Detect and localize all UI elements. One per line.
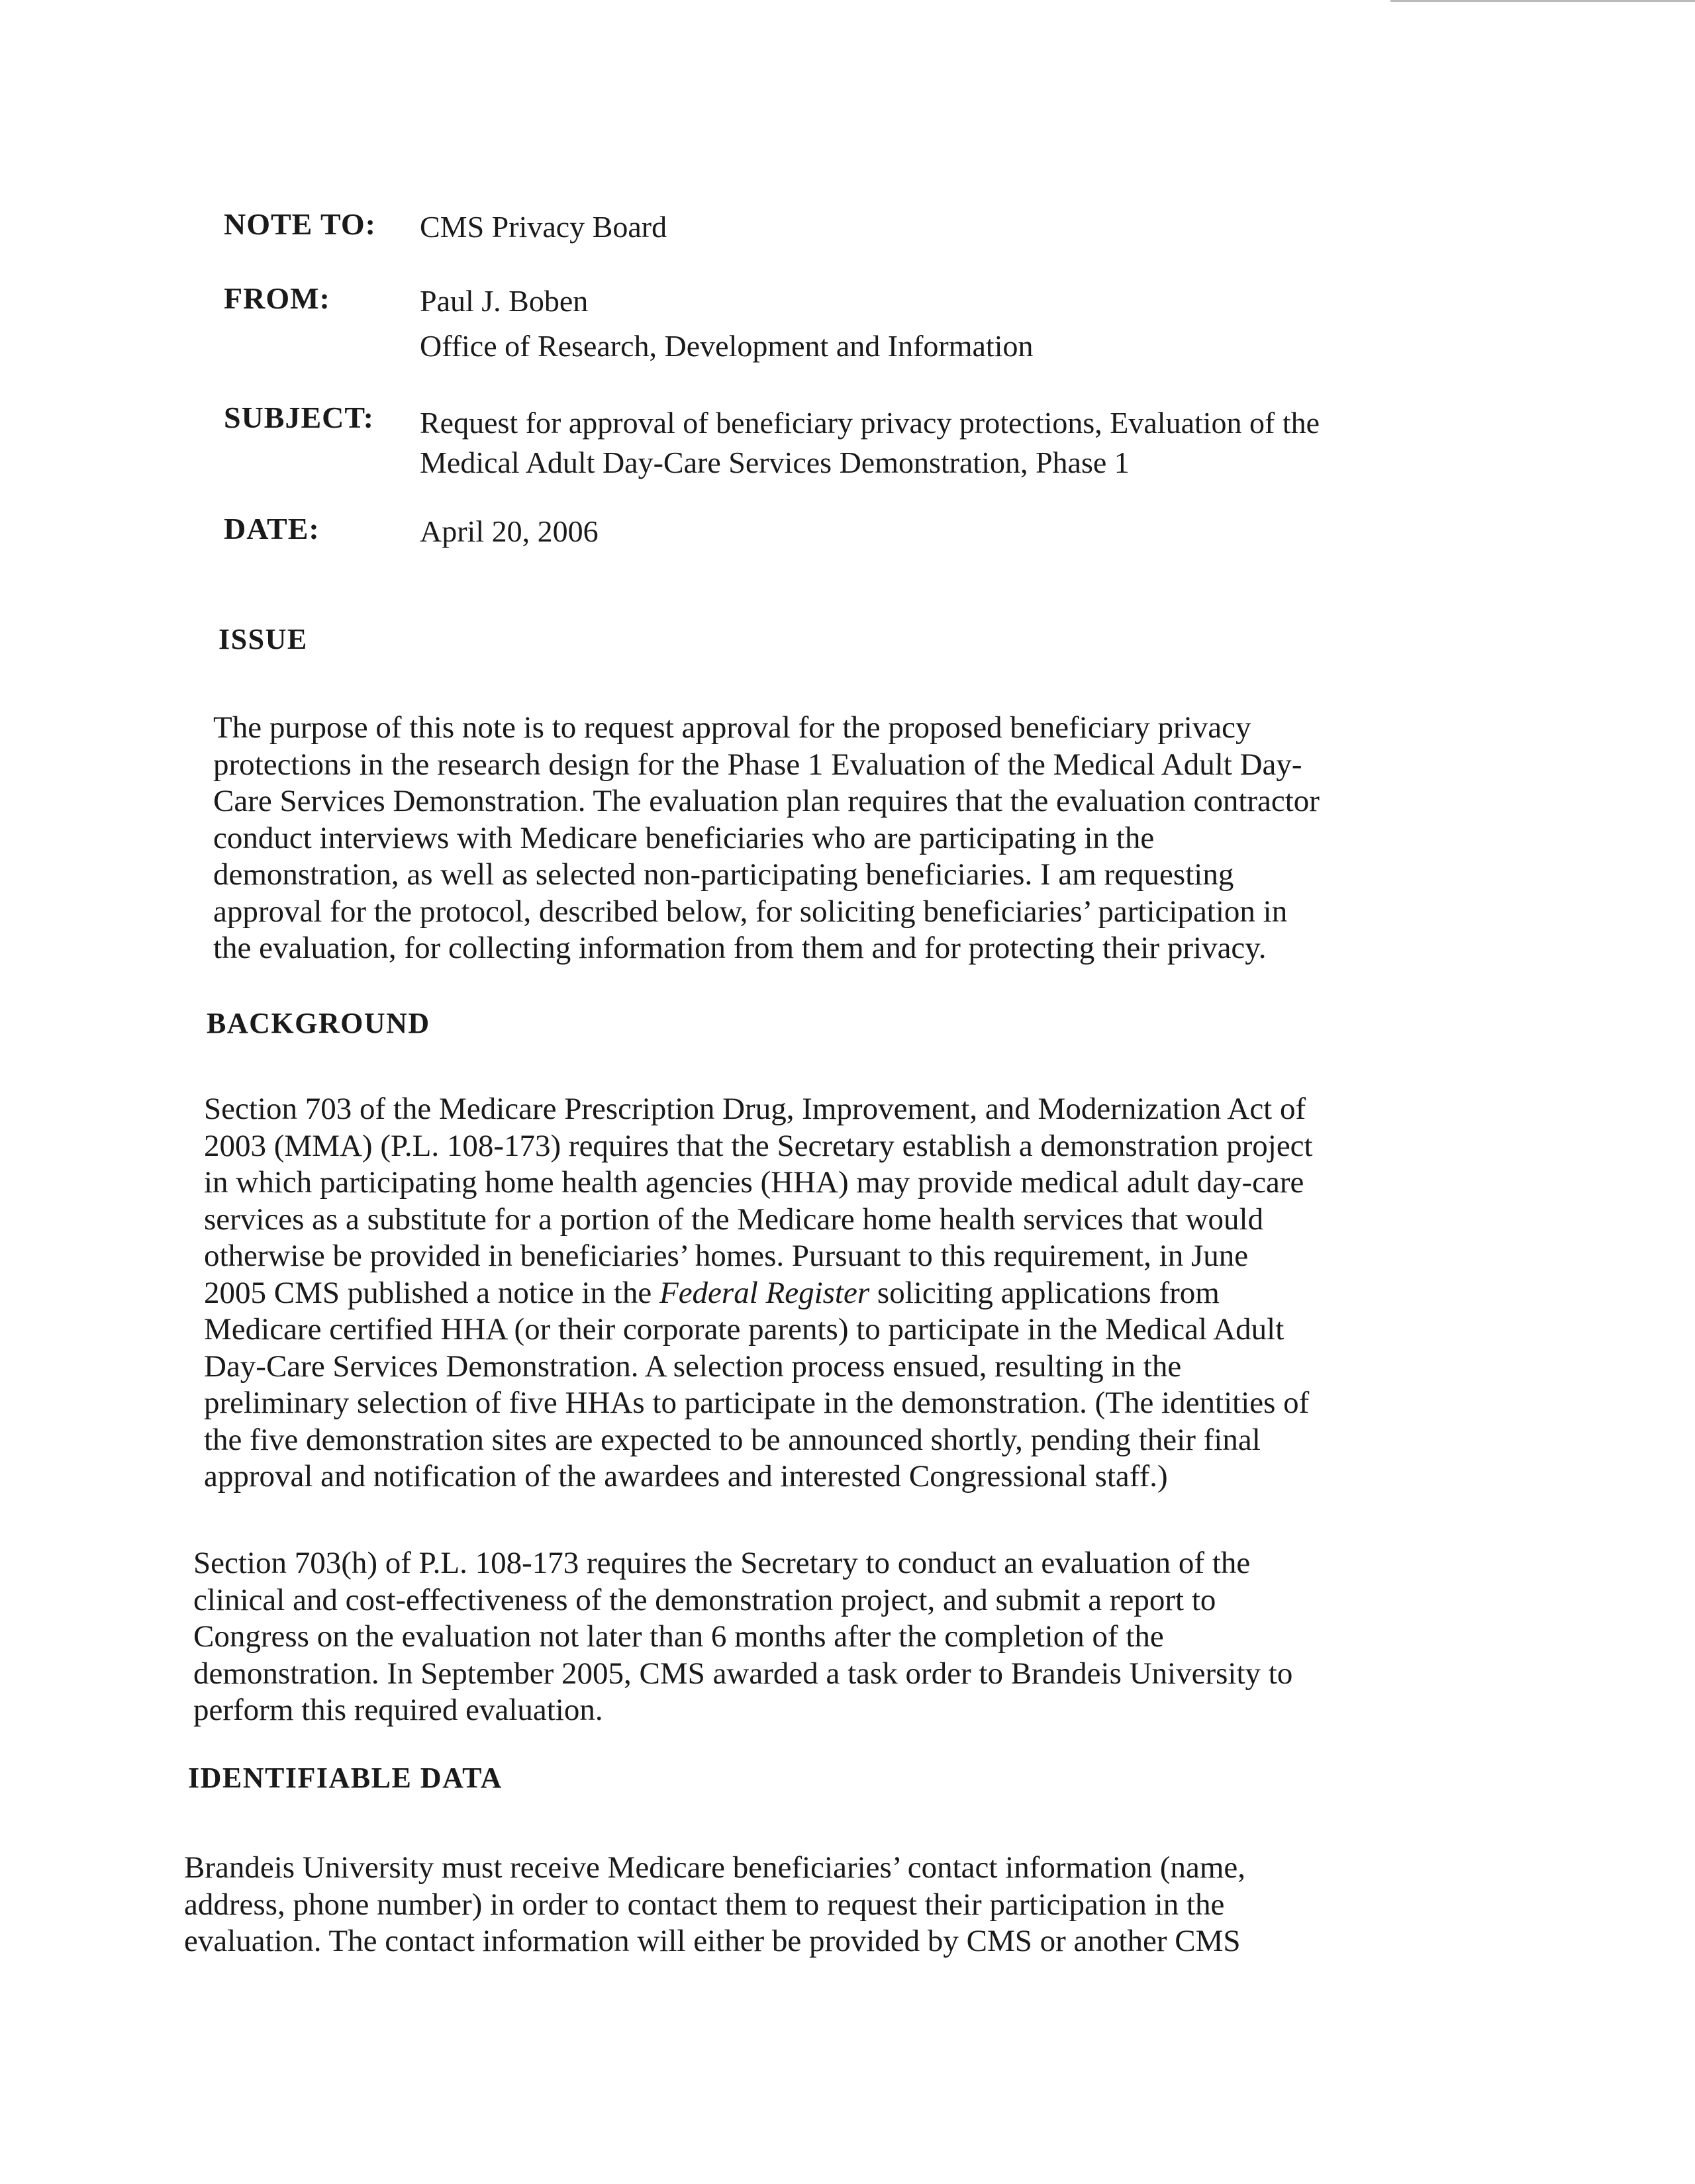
from-office: Office of Research, Development and Information xyxy=(420,329,1034,363)
text-line: perform this required evaluation. xyxy=(193,1693,603,1727)
text-line: clinical and cost-effectiveness of the demonstration project, and submit a report to xyxy=(193,1582,1216,1617)
text-line: services as a substitute for a portion of the Medicare home health services that would xyxy=(204,1202,1264,1237)
federal-register-italic: Federal Register xyxy=(659,1275,870,1310)
text-line: protections in the research design for the Phase 1 Evaluation of the Medical Adult Day- xyxy=(213,747,1302,782)
text-line: Congress on the evaluation not later than 6 months after the completion of the xyxy=(193,1619,1164,1654)
note-to-value: CMS Privacy Board xyxy=(420,210,667,244)
scan-edge-line xyxy=(1390,0,1695,2)
text-line xyxy=(204,1275,1313,1312)
date-label: DATE: xyxy=(224,512,320,546)
subject-line: Request for approval of beneficiary privacy protections, Evaluation of the xyxy=(420,406,1320,440)
text-line: address, phone number) in order to contact them to request their participation in the xyxy=(184,1887,1225,1922)
text-line: approval for the protocol, described below, for soliciting beneficiaries’ participation in xyxy=(213,894,1288,929)
background-heading: BACKGROUND xyxy=(207,1007,430,1039)
text-line: Day-Care Services Demonstration. A selection process ensued, resulting in the xyxy=(204,1349,1182,1384)
text-line: evaluation. The contact information will either be provided by CMS or another CMS xyxy=(184,1924,1241,1958)
text-line: 2003 (MMA) (P.L. 108-173) requires that the Secretary establish a demonstration project xyxy=(204,1128,1313,1163)
identifiable-data-heading: IDENTIFIABLE DATA xyxy=(188,1762,503,1794)
issue-heading: ISSUE xyxy=(218,623,308,655)
text-line: Section 703 of the Medicare Prescription Drug, Improvement, and Modernization Act of xyxy=(204,1092,1306,1126)
text-line: approval and notification of the awardees and interested Congressional staff.) xyxy=(204,1459,1168,1494)
text-line: demonstration, as well as selected non-participating beneficiaries. I am requesting xyxy=(213,857,1234,892)
identifiable-data-paragraph xyxy=(184,1850,1245,1960)
subject-line: Medical Adult Day-Care Services Demonstration, Phase 1 xyxy=(420,446,1130,479)
background-paragraph-1 xyxy=(204,1091,1313,1496)
from-label: FROM: xyxy=(224,281,330,315)
from-name: Paul J. Boben xyxy=(420,284,589,318)
text-line: Medicare certified HHA (or their corporate parents) to participate in the Medical Adult xyxy=(204,1312,1284,1347)
text-line: conduct interviews with Medicare beneficiaries who are participating in the xyxy=(213,820,1155,855)
text-line: Brandeis University must receive Medicare beneficiaries’ contact information (name, xyxy=(184,1850,1246,1885)
text-line: otherwise be provided in beneficiaries’ homes. Pursuant to this requirement, in June xyxy=(204,1239,1249,1273)
text-line: The purpose of this note is to request approval for the proposed beneficiary privacy xyxy=(213,710,1251,745)
text-line: Care Services Demonstration. The evaluation plan requires that the evaluation contractor xyxy=(213,784,1320,818)
issue-paragraph xyxy=(213,710,1320,967)
text-line: the evaluation, for collecting information from them and for protecting their privacy. xyxy=(213,931,1267,965)
text-line: preliminary selection of five HHAs to participate in the demonstration. (The identities of xyxy=(204,1386,1310,1420)
text-line: demonstration. In September 2005, CMS awarded a task order to Brandeis University to xyxy=(193,1656,1293,1691)
note-to-label: NOTE TO: xyxy=(224,207,376,241)
text-segment: soliciting applications from xyxy=(869,1275,1220,1310)
date-value: April 20, 2006 xyxy=(420,514,599,548)
text-line: Section 703(h) of P.L. 108-173 requires the Secretary to conduct an evaluation of the xyxy=(193,1546,1251,1580)
text-line: the five demonstration sites are expected to be announced shortly, pending their final xyxy=(204,1422,1261,1457)
background-paragraph-2 xyxy=(193,1545,1292,1729)
text-segment: 2005 CMS published a notice in the xyxy=(204,1275,659,1310)
subject-label: SUBJECT: xyxy=(224,401,374,434)
text-line: in which participating home health agencies (HHA) may provide medical adult day-care xyxy=(204,1165,1304,1200)
